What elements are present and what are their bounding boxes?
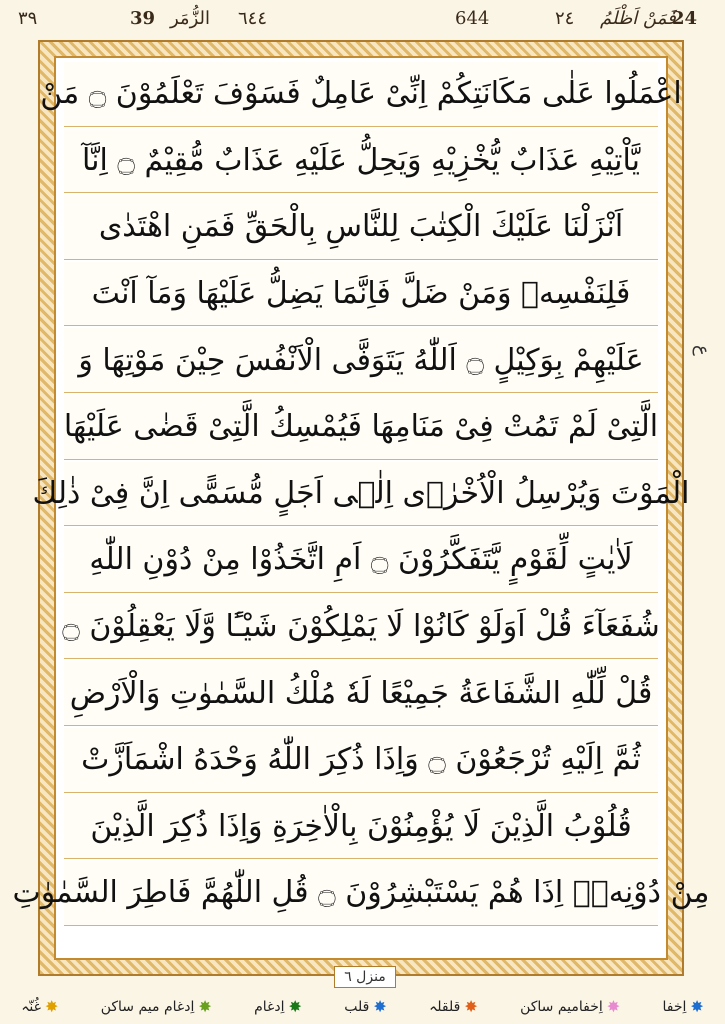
quran-line: يَّاْتِيْهِ عَذَابٌ يُّخْزِيْهِ وَيَحِلُّ عَلَيْهِ عَذَابٌ مُّقِيْمٌ ۝ اِنَّآ	[64, 129, 658, 194]
legend-label: اِخفامیم ساکن	[520, 999, 603, 1015]
surah-number-arabic: ٣٩	[18, 8, 38, 29]
quran-line: عَلَيْهِمْ بِوَكِيْلٍ ۝ اَللّٰهُ يَتَوَفَّى الْاَنْفُسَ حِيْنَ مَوْتِهَا وَ	[64, 328, 658, 393]
surah-number: 39	[130, 8, 156, 29]
quran-line: شُفَعَآءَ قُلْ اَوَلَوْ كَانُوْا لَا يَمْلِكُوْنَ شَيْـًٔا وَّلَا يَعْقِلُوْنَ ۝	[64, 595, 658, 660]
quran-line: لَاٰيٰتٍ لِّقَوْمٍ يَّتَفَكَّرُوْنَ ۝ اَمِ اتَّخَذُوْا مِنْ دُوْنِ اللّٰهِ	[64, 528, 658, 593]
quran-line: الَّتِیْ لَمْ تَمُتْ فِیْ مَنَامِهَا فَيُمْسِكُ الَّتِیْ قَضٰى عَلَيْهَا	[64, 395, 658, 460]
quran-line: اَنْزَلْنَا عَلَيْكَ الْكِتٰبَ لِلنَّاسِ بِالْحَقِّ فَمَنِ اهْتَدٰى	[64, 195, 658, 260]
legend-label: غُنّہ	[21, 999, 41, 1015]
quran-line: اعْمَلُوا عَلٰى مَكَانَتِكُمْ اِنِّیْ عَامِلٌ فَسَوْفَ تَعْلَمُوْنَ ۝ مَنْ	[64, 62, 658, 127]
star-icon: ✸	[198, 997, 212, 1016]
text-panel	[12, 56, 710, 960]
legend-label: اِدغام میم ساکن	[100, 999, 195, 1015]
star-icon: ✸	[288, 997, 302, 1016]
tajweed-legend	[0, 990, 725, 1024]
ruku-marker: ع	[692, 345, 713, 356]
legend-item	[429, 999, 478, 1015]
quran-line: قُلُوْبُ الَّذِيْنَ لَا يُؤْمِنُوْنَ بِالْاٰخِرَةِ وَاِذَا ذُكِرَ الَّذِيْنَ	[64, 795, 658, 860]
quran-line: الْمَوْتَ وَيُرْسِلُ الْاُخْرٰۤى اِلٰۤى اَجَلٍ مُّسَمًّى اِنَّ فِیْ ذٰلِكَ	[64, 462, 658, 527]
legend-item	[344, 999, 386, 1015]
star-icon: ✸	[373, 997, 387, 1016]
legend-label: قلقلہ	[429, 999, 461, 1015]
legend-label: قلب	[344, 999, 370, 1015]
quran-line: فَلِنَفْسِهٖ وَمَنْ ضَلَّ فَاِنَّمَا يَضِلُّ عَلَيْهَا وَمَآ اَنْتَ	[64, 262, 658, 327]
juz-title: فَمَنْ اَظْلَمُ	[600, 8, 676, 29]
ornamental-frame	[12, 40, 710, 976]
star-icon: ✸	[690, 997, 704, 1016]
page-number: 644	[455, 8, 490, 29]
manzil-label: منزل ٦	[334, 966, 396, 988]
legend-item	[663, 999, 704, 1015]
juz-number: 24	[672, 8, 698, 29]
quran-lines	[12, 58, 710, 958]
legend-item	[101, 999, 212, 1015]
star-icon: ✸	[44, 997, 59, 1016]
legend-label: اِخفا	[662, 999, 687, 1015]
page-header	[0, 0, 725, 36]
legend-item	[520, 999, 620, 1015]
surah-name: الزُّمَر	[170, 8, 210, 29]
quran-line: قُلْ لِّلّٰهِ الشَّفَاعَةُ جَمِيْعًا لَهٗ مُلْكُ السَّمٰوٰتِ وَالْاَرْضِ	[64, 661, 658, 726]
star-icon: ✸	[606, 997, 621, 1016]
legend-item	[21, 999, 58, 1015]
legend-label: اِدغام	[254, 999, 285, 1015]
quran-line: مِنْ دُوْنِهٖۤ اِذَا هُمْ يَسْتَبْشِرُوْنَ ۝ قُلِ اللّٰهُمَّ فَاطِرَ السَّمٰوٰتِ	[64, 861, 658, 926]
quran-line: ثُمَّ اِلَيْهِ تُرْجَعُوْنَ ۝ وَاِذَا ذُكِرَ اللّٰهُ وَحْدَهُ اشْمَاَزَّتْ	[64, 728, 658, 793]
star-icon: ✸	[464, 997, 478, 1016]
page-number-arabic: ٦٤٤	[238, 8, 268, 29]
juz-number-arabic: ٢٤	[555, 8, 575, 29]
legend-item	[254, 999, 302, 1015]
